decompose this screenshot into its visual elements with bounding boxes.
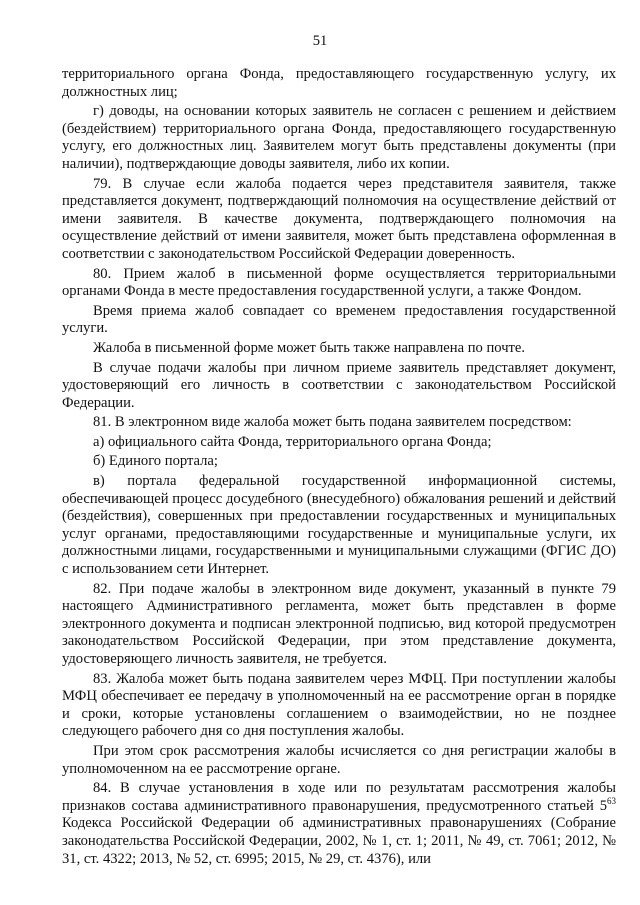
- paragraph: 81. В электронном виде жалоба может быть подана заявителем посредством:: [93, 414, 572, 431]
- page-number: 51: [312, 33, 328, 49]
- paragraph: 79. В случае если жалоба подается через представителя заявителя, также представляется документ, подтверждающий полномочия на осуществление действий от имени заявителя. В качестве документа, подтверждающего полномочия на осуществление действий от имени заявителя, может быть представлена оформленная в соответствии с законодательством Российской Федерации доверенность.: [62, 175, 616, 262]
- paragraph: г) доводы, на основании которых заявитель не согласен с решением и действием (бездействием) территориального органа Фонда, предоставляющего государственную услугу, его должностных лиц. Заявителем могут быть представлены документы (при наличии), подтверждающие доводы заявителя, либо их копии.: [62, 103, 616, 172]
- paragraph-84: [62, 780, 616, 868]
- paragraph: 83. Жалоба может быть подана заявителем через МФЦ. При поступлении жалобы МФЦ обеспечивает ее передачу в уполномоченный на ее рассмотрение орган в порядке и сроки, которые установлены соглашением о взаимодействии, но не позднее следующего рабочего дня со дня поступления жалобы.: [62, 670, 616, 740]
- paragraph: 80. Прием жалоб в письменной форме осуществляется территориальными органами Фонда в месте предоставления государственной услуги, а также Фондом.: [62, 265, 616, 300]
- paragraph: 82. При подаче жалобы в электронном виде документ, указанный в пункте 79 настоящего Административного регламента, может быть представлен в форме электронного документа и подписан электронной подписью, вид которой предусмотрен законодательством Российской Федерации, при этом представление документа, удостоверяющего личность заявителя, не требуется.: [62, 580, 616, 667]
- paragraph: а) официального сайта Фонда, территориального органа Фонда;: [93, 433, 492, 450]
- paragraph: Жалоба в письменной форме может быть также направлена по почте.: [93, 339, 526, 356]
- paragraph: Время приема жалоб совпадает со временем предоставления государственной услуги.: [62, 302, 616, 337]
- paragraph-84-start: 84. В случае установления в ходе или по результатам рассмотрения жалобы признаков состава административного правонарушения, предусмотренного статьей 5: [62, 780, 616, 814]
- paragraph: В случае подачи жалобы при личном приеме заявитель представляет документ, удостоверяющий его личность в соответствии с законодательством Российской Федерации.: [62, 359, 616, 411]
- paragraph: При этом срок рассмотрения жалобы исчисляется со дня регистрации жалобы в уполномоченном на ее рассмотрение органе.: [62, 742, 616, 777]
- document-body: [62, 66, 616, 868]
- paragraph: в) портала федеральной государственной информационной системы, обеспечивающей процесс досудебного (внесудебного) обжалования решений и действий (бездействия), совершенных при предоставлении государственных и муниципальных услуг органами, предоставляющими государственные и муниципальные услуги, их должностными лицами, государственными и муниципальными служащими (ФГИС ДО) с использованием сети Интернет.: [62, 473, 616, 578]
- paragraph: территориального органа Фонда, предоставляющего государственную услугу, их должностных лиц;: [62, 66, 616, 100]
- paragraph: б) Единого портала;: [93, 453, 218, 470]
- article-superscript: 63: [607, 795, 616, 806]
- paragraph-84-end: Кодекса Российской Федерации об административных правонарушениях (Собрание законодательства Российской Федерации, 2002, № 1, ст. 1; 2011, № 49, ст. 7061; 2012, № 31, ст. 4322; 2013, № 52, ст. 6995; 2015, № 29, ст. 4376), или: [62, 815, 616, 867]
